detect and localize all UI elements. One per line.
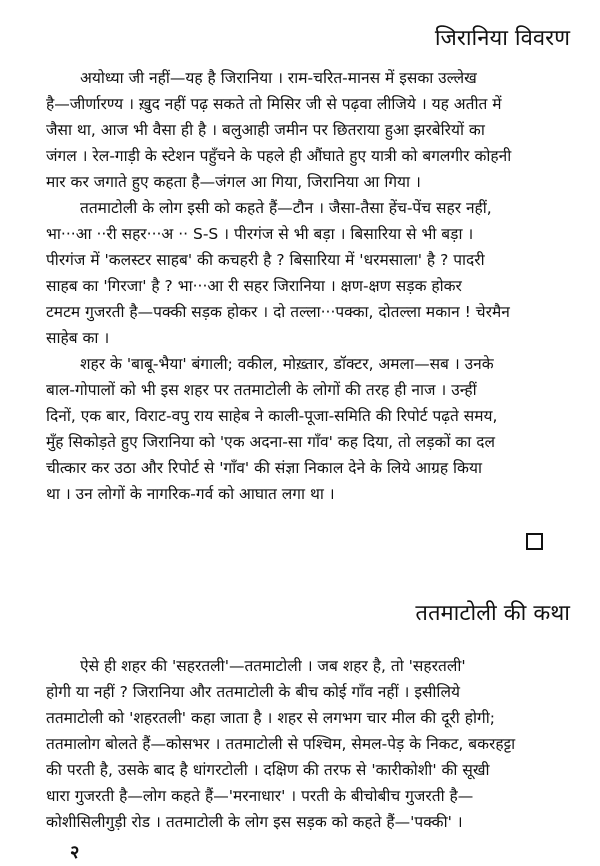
text-line: धारा गुजरती है—लोग कहते हैं—'मरनाधार' । परती के बीचोबीच गुजरती है— bbox=[46, 787, 474, 805]
text-line: पीरगंज में 'कलस्टर साहब' की कचहरी है ? बिसारिया में 'धरमसाला' है ? पादरी bbox=[46, 251, 485, 269]
text-line: शहर के 'बाबू-भैया' बंगाली; वकील, मोख़्तार, डॉक्टर, अमला—सब । उनके bbox=[80, 355, 494, 373]
text-line: था । उन लोगों के नागरिक-गर्व को आघात लगा था । bbox=[46, 485, 335, 503]
page-number: २ bbox=[70, 842, 80, 863]
text-line: बाल-गोपालों को भी इस शहर पर ततमाटोली के लोगों की तरह ही नाज । उन्हीं bbox=[46, 381, 477, 399]
text-line: चीत्कार कर उठा और रिपोर्ट से 'गाँव' की संज्ञा निकाल देने के लिये आग्रह किया bbox=[46, 459, 482, 477]
section-end-square-mark bbox=[526, 533, 543, 550]
text-line: ततमाटोली के लोग इसी को कहते हैं—टौन । जैसा-तैसा हेंच-पेंच सहर नहीं, bbox=[80, 199, 492, 217]
section-title-jiraniya-vivaran: जिरानिया विवरण bbox=[434, 26, 570, 51]
text-line: साहब का 'गिरजा' है ? भा···आ री सहर जिरानिया । क्षण-क्षण सड़क होकर bbox=[46, 277, 462, 295]
text-line: ततमाटोली को 'शहरतली' कहा जाता है । शहर से लगभग चार मील की दूरी होगी; bbox=[46, 709, 495, 727]
text-line: अयोध्या जी नहीं—यह है जिरानिया । राम-चरित-मानस में इसका उल्लेख bbox=[80, 69, 477, 87]
text-line: है—जीर्णारण्य । ख़ुद नहीं पढ़ सकते तो मिसिर जी से पढ़वा लीजिये । यह अतीत में bbox=[46, 95, 502, 113]
text-line: मार कर जगाते हुए कहता है—जंगल आ गिया, जिरानिया आ गिया । bbox=[46, 173, 421, 191]
text-line: साहेब का । bbox=[46, 329, 110, 347]
section-title-tatmatoli-ki-katha: ततमाटोली की कथा bbox=[415, 601, 570, 626]
text-line: की परती है, उसके बाद है धांगरटोली । दक्षिण की तरफ से 'कारीकोशी' की सूखी bbox=[46, 761, 490, 779]
text-line: दिनों, एक बार, विराट-वपु राय साहेब ने काली-पूजा-समिति की रिपोर्ट पढ़ते समय, bbox=[46, 407, 498, 425]
text-line: ततमालोग बोलते हैं—कोसभर । ततमाटोली से पश्चिम, सेमल-पेड़ के निकट, बकरहट्टा bbox=[46, 735, 516, 753]
text-line: जंगल । रेल-गाड़ी के स्टेशन पहुँचने के पहले ही औंघाते हुए यात्री को बगलगीर कोहनी bbox=[46, 147, 512, 165]
text-line: भा···आ ··री सहर···अ ·· S-S । पीरगंज से भी बड़ा । बिसारिया से भी बड़ा । bbox=[46, 225, 474, 243]
text-line: मुँह सिकोड़ते हुए जिरानिया को 'एक अदना-सा गाँव' कह दिया, तो लड़कों का दल bbox=[46, 433, 495, 451]
text-line: कोशीसिलीगुड़ी रोड । ततमाटोली के लोग इस सड़क को कहते हैं—'पक्की' । bbox=[46, 813, 463, 831]
text-line: टमटम गुजरती है—पक्की सड़क होकर । दो तल्ला···पक्का, दोतल्ला मकान ! चेरमैन bbox=[46, 303, 510, 321]
text-line: जैसा था, आज भी वैसा ही है । बलुआही जमीन पर छितराया हुआ झरबेरियों का bbox=[46, 121, 485, 139]
text-line: होगी या नहीं ? जिरानिया और ततमाटोली के बीच कोई गाँव नहीं । इसीलिये bbox=[46, 683, 460, 701]
text-line: ऐसे ही शहर की 'सहरतली'—ततमाटोली । जब शहर है, तो 'सहरतली' bbox=[80, 657, 466, 675]
